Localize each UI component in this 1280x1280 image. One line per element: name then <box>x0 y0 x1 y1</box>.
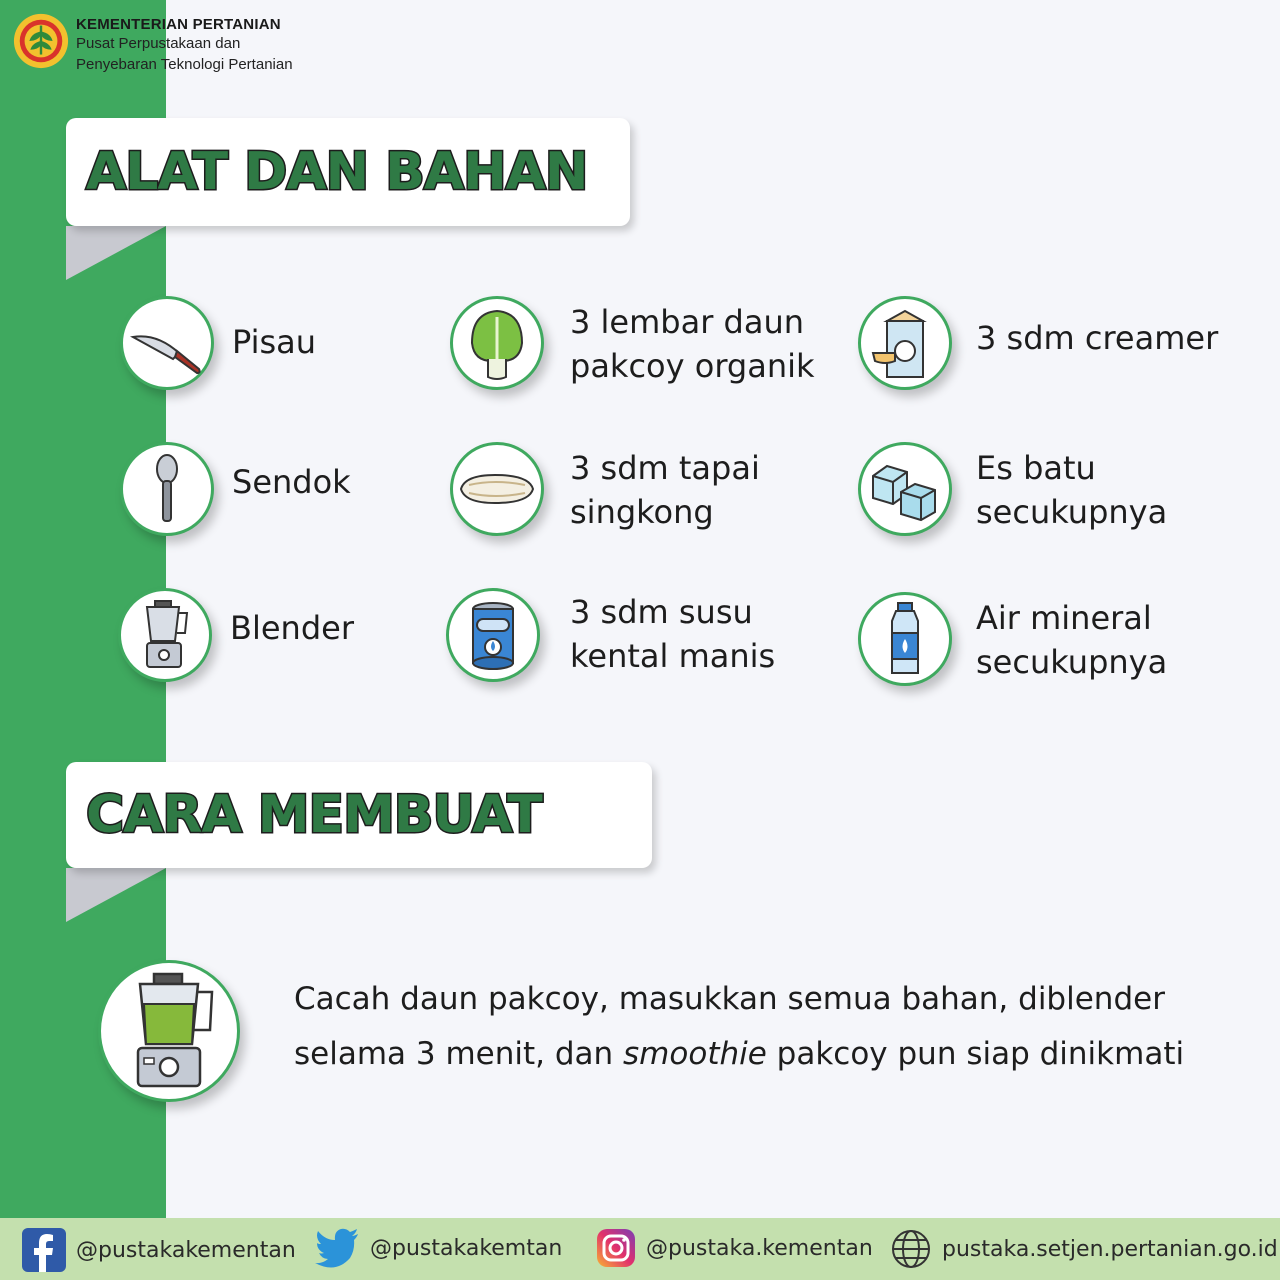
footer <box>0 1218 1280 1280</box>
tools-title-card <box>66 118 630 226</box>
creamer-icon <box>865 303 945 383</box>
item-circle-spoon <box>120 442 214 536</box>
item-label-spoon <box>232 460 351 504</box>
method-line1: Cacah daun pakcoy, masukkan semua bahan, diblender <box>294 981 1165 1017</box>
item-circle-creamer <box>858 296 952 390</box>
ice-cubes-icon <box>865 454 945 524</box>
tools-title: ALAT DAN BAHAN <box>86 142 588 202</box>
item-label-line: 3 sdm creamer <box>976 319 1219 357</box>
item-label-cassava <box>570 446 760 534</box>
item-label-line: 3 lembar daun <box>570 303 805 341</box>
item-label-milk-can <box>570 590 775 678</box>
smoothie-blender-icon <box>114 968 224 1094</box>
method-line2-part2: pakcoy pun siap dinikmati <box>766 1036 1185 1072</box>
item-label-line: secukupnya <box>976 643 1168 681</box>
item-label-line: Air mineral <box>976 599 1152 637</box>
item-circle-milk-can <box>446 588 540 682</box>
facebook-handle[interactable]: @pustakakementan <box>76 1237 296 1263</box>
website-link[interactable] <box>890 1228 1278 1270</box>
org-sub-line1: Pusat Perpustakaan dan <box>76 35 241 52</box>
item-label-pakcoy <box>570 300 815 388</box>
org-sub-line2: Penyebaran Teknologi Pertanian <box>76 56 293 73</box>
pakcoy-icon <box>462 303 532 383</box>
method-step-text <box>294 972 1224 1082</box>
facebook-link[interactable] <box>22 1228 296 1272</box>
ministry-logo-icon <box>12 12 70 70</box>
item-circle-water <box>858 592 952 686</box>
item-label-line: Pisau <box>232 323 317 361</box>
instagram-icon <box>596 1228 636 1268</box>
item-circle-blender <box>118 588 212 682</box>
item-label-line: kental manis <box>570 637 776 675</box>
method-title-card <box>66 762 652 868</box>
twitter-handle[interactable]: @pustakakemtan <box>370 1235 563 1261</box>
item-label-line: 3 sdm susu <box>570 593 753 631</box>
header <box>12 12 293 75</box>
method-line2 <box>294 1027 1224 1082</box>
item-label-blender <box>230 606 354 650</box>
water-bottle-icon <box>880 599 930 679</box>
item-label-line: Sendok <box>232 463 351 501</box>
instagram-handle[interactable]: @pustaka.kementan <box>646 1235 873 1261</box>
item-label-water <box>976 596 1167 684</box>
twitter-icon <box>314 1228 360 1268</box>
spoon-icon <box>137 449 197 529</box>
item-circle-ice <box>858 442 952 536</box>
item-circle-knife <box>120 296 214 390</box>
twitter-link[interactable] <box>314 1228 562 1268</box>
instagram-link[interactable] <box>596 1228 873 1268</box>
method-line2-part1: selama 3 menit, dan <box>294 1036 624 1072</box>
item-label-ice <box>976 446 1167 534</box>
item-label-line: Es batu <box>976 449 1096 487</box>
item-label-line: singkong <box>570 493 714 531</box>
item-label-line: Blender <box>230 609 354 647</box>
condensed-milk-can-icon <box>463 595 523 675</box>
item-label-knife <box>232 320 316 364</box>
facebook-icon <box>22 1228 66 1272</box>
blender-icon <box>135 595 195 675</box>
globe-icon <box>890 1228 932 1270</box>
title-fold-shadow <box>66 868 166 922</box>
method-title: CARA MEMBUAT <box>86 785 542 845</box>
website-url[interactable]: pustaka.setjen.pertanian.go.id <box>942 1236 1278 1262</box>
item-label-line: pakcoy organik <box>570 347 815 385</box>
item-circle-pakcoy <box>450 296 544 390</box>
item-label-creamer <box>976 316 1218 360</box>
item-label-line: 3 sdm tapai <box>570 449 760 487</box>
method-blender-circle <box>98 960 240 1102</box>
item-label-line: secukupnya <box>976 493 1168 531</box>
title-fold-shadow <box>66 226 166 280</box>
org-name: KEMENTERIAN PERTANIAN <box>76 16 281 33</box>
method-line2-italic: smoothie <box>623 1036 767 1072</box>
knife-icon <box>127 303 207 383</box>
item-circle-cassava <box>450 442 544 536</box>
cassava-icon <box>455 459 539 519</box>
